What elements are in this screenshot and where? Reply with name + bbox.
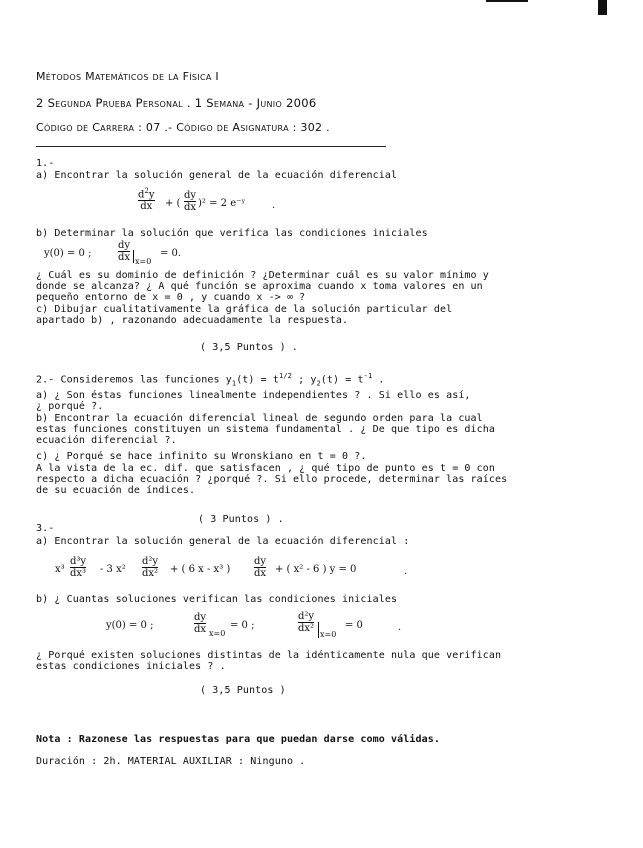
q2-part-c-2: A la vista de la ec. dif. que satisfacen , ¿ qué tipo de punto es t = 0 con — [36, 463, 496, 474]
q1-text-3: pequeño entorno de x = 0 , y cuando x -> ∞ ? — [36, 292, 306, 303]
q2-part-a-1: a) ¿ Son éstas funciones linealmente independientes ? . Si ello es así, — [36, 390, 471, 401]
scan-block-mark — [598, 0, 607, 15]
q1-text-2: donde se alcanza? ¿ A qué función se aproxima cuando x toma valores en un — [36, 281, 483, 292]
q1-points: ( 3,5 Puntos ) . — [200, 342, 298, 353]
q2-part-c-3: respecto a dicha ecuación ? ¿porqué ?. Si ello procede, determinar las raíces — [36, 474, 508, 485]
q1-part-c-2: apartado b) , razonando adecuadamente la respuesta. — [36, 315, 349, 326]
q3-part-a: a) Encontrar la solución general de la ecuación diferencial : — [36, 536, 410, 547]
q1-text-1: ¿ Cuál es su dominio de definición ? ¿Determinar cuál es su valor mínimo y — [36, 270, 489, 281]
q1-part-a: a) Encontrar la solución general de la ecuación diferencial — [36, 170, 398, 181]
q3-number: 3.- — [36, 523, 55, 534]
q2-part-c-1: c) ¿ Porqué se hace infinito su Wronskiano en t = 0 ?. — [36, 451, 367, 462]
q3-text-1: ¿ Porqué existen soluciones distintas de la idénticamente nula que verifican — [36, 650, 502, 661]
note: Nota : Razonese las respuestas para que puedan darse como válidas. — [36, 734, 440, 745]
exam-title: 2 Segunda Prueba Personal . 1 Semana - Junio 2006 — [36, 96, 317, 110]
q2-part-b-2: estas funciones constituyen un sistema fundamental . ¿ De que tipo es dicha — [36, 424, 496, 435]
header-divider — [36, 146, 386, 147]
course-title: Métodos Matemáticos de la Física I — [36, 70, 219, 83]
q1-part-c-1: c) Dibujar cualitativamente la gráfica de la solución particular del — [36, 304, 453, 315]
q2-part-a-2: ¿ porqué ?. — [36, 401, 104, 412]
q1-number: 1.- — [36, 158, 55, 169]
q2-points: ( 3 Puntos ) . — [198, 514, 284, 525]
q2-part-b-3: ecuación diferencial ?. — [36, 435, 177, 446]
q3-text-2: estas condiciones iniciales ? . — [36, 661, 226, 672]
q3-points: ( 3,5 Puntos ) — [200, 685, 286, 696]
duration-material: Duración : 2h. MATERIAL AUXILIAR : Ninguno . — [36, 756, 306, 767]
q3-part-b: b) ¿ Cuantas soluciones verifican las condiciones iniciales — [36, 594, 398, 605]
course-codes: Código de Carrera : 07 .- Código de Asignatura : 302 . — [36, 121, 330, 134]
q2-part-c-4: de su ecuación de índices. — [36, 485, 196, 496]
q2-part-b-1: b) Encontrar la ecuación diferencial lineal de segundo orden para la cual — [36, 413, 483, 424]
scan-line-mark — [486, 0, 528, 2]
q2-intro: 2.- Consideremos las funciones $y_1(t) = t^{1/2}$ ; $y_2(t) = t^{-1}$ . — [36, 372, 385, 388]
q1-part-b: b) Determinar la solución que verifica las condiciones iniciales — [36, 228, 428, 239]
